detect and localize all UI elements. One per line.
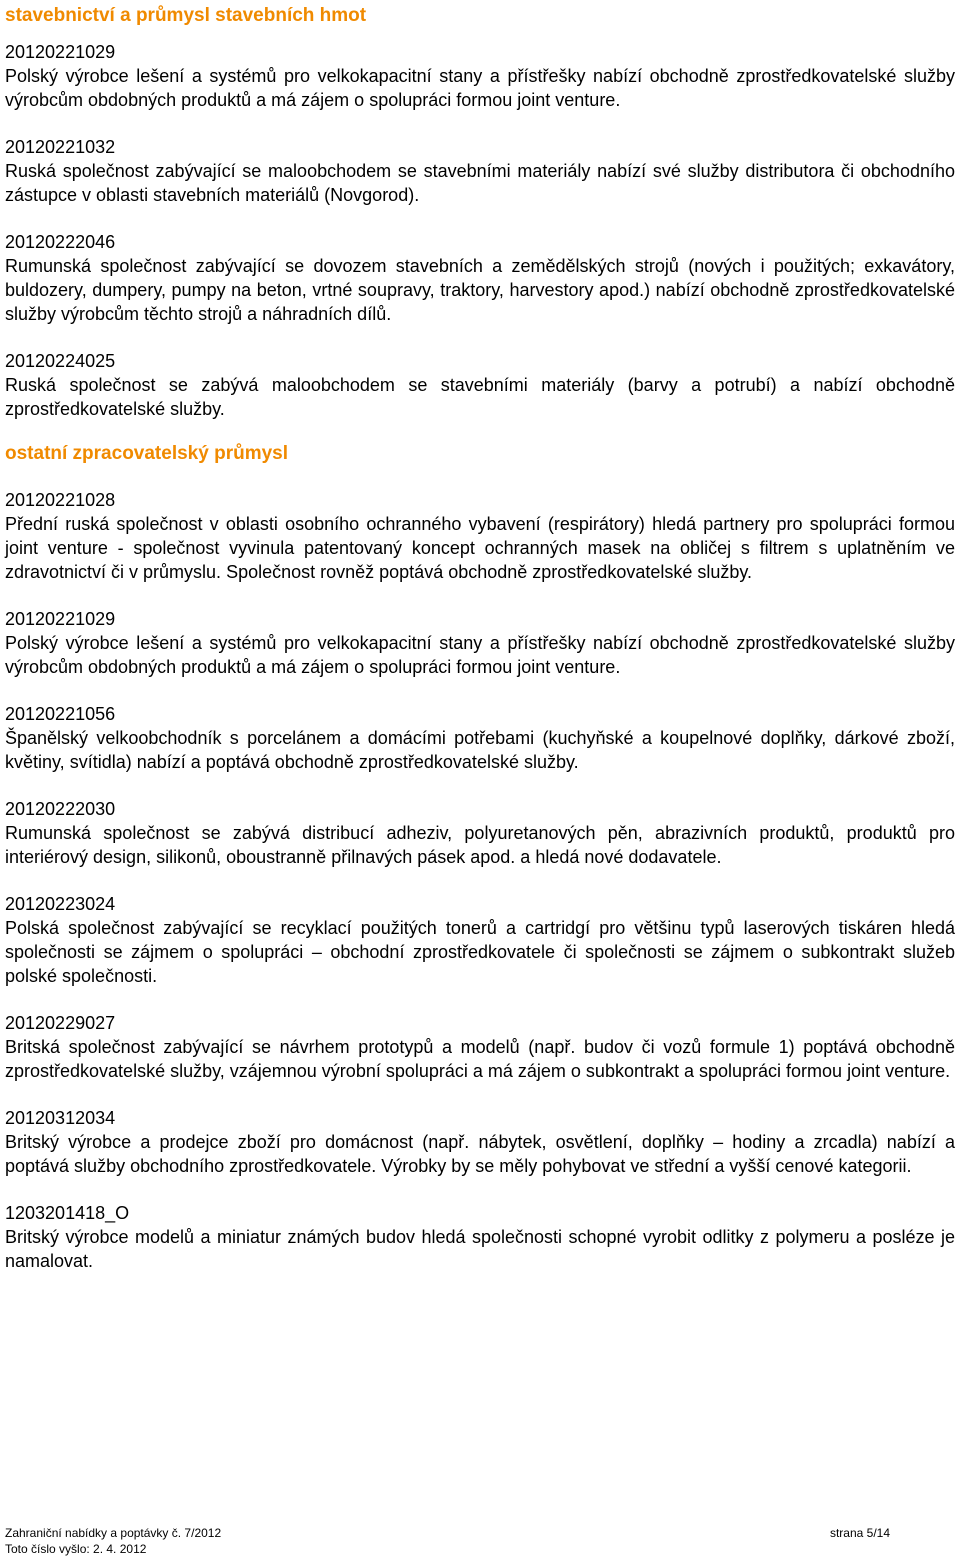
entry-text: Britský výrobce modelů a miniatur známých budov hledá společnosti schopné vyrobit odlitky z polymeru a posléze je namalovat. [5, 1227, 955, 1271]
section-heading: ostatní zpracovatelský průmysl [5, 443, 288, 464]
entry-code: 20120224025 [5, 351, 116, 371]
list-item [5, 135, 955, 207]
entry-code: 20120222030 [5, 799, 116, 819]
entry-text: Britský výrobce a prodejce zboží pro domácnost (např. nábytek, osvětlení, doplňky – hodiny a zrcadla) nabízí a poptává služby obchodního zprostředkovatele. Výrobky by se měly pohybovat ve střední a vyšší cenové kategorii. [5, 1132, 955, 1176]
list-item [5, 892, 955, 988]
entry-text: Polský výrobce lešení a systémů pro velkokapacitní stany a přístřešky nabízí obchodně zprostředkovatelské služby výrobcům obdobných produktů a má zájem o spolupráci formou joint venture. [5, 66, 955, 110]
entry-code: 20120229027 [5, 1013, 116, 1033]
entry-code: 20120222046 [5, 232, 116, 252]
entry-code: 20120221029 [5, 609, 116, 629]
entry-text: Polská společnost zabývající se recyklací použitých tonerů a cartridgí pro většinu typů laserových tiskáren hledá společnosti se zájmem o spolupráci – obchodní zprostředkovatele či společnosti se zájmem o subkontrakt služeb polské společnosti. [5, 918, 955, 986]
footer-row [5, 1525, 890, 1541]
entry-text: Španělský velkoobchodník s porcelánem a domácími potřebami (kuchyňské a koupelnové doplňky, dárkové zboží, květiny, svítidla) nabízí a poptává obchodně zprostředkovatelské služby. [5, 728, 955, 772]
footer-page-number: strana 5/14 [829, 1526, 890, 1540]
list-item [5, 797, 955, 869]
list-item [5, 349, 955, 421]
list-item [5, 1201, 955, 1273]
document-body [5, 0, 955, 1273]
list-item [5, 1106, 955, 1178]
entry-code: 1203201418_O [5, 1203, 130, 1223]
entry-text: Polský výrobce lešení a systémů pro velkokapacitní stany a přístřešky nabízí obchodně zprostředkovatelské služby výrobcům obdobných produktů a má zájem o spolupráci formou joint venture. [5, 633, 955, 677]
entry-text: Britská společnost zabývající se návrhem prototypů a modelů (např. budov či vozů formule 1) poptává obchodně zprostředkovatelské služby, vzájemnou výrobní spolupráci a má zájem o subkontrakt a spolupráci formou joint venture. [5, 1037, 955, 1081]
list-item [5, 1011, 955, 1083]
entry-code: 20120221029 [5, 42, 116, 62]
list-item [5, 702, 955, 774]
footer-publication: Zahraniční nabídky a poptávky č. 7/2012 [5, 1526, 222, 1540]
footer-issued-date: Toto číslo vyšlo: 2. 4. 2012 [5, 1542, 147, 1556]
list-item [5, 488, 955, 584]
entry-text: Ruská společnost zabývající se maloobchodem se stavebními materiály nabízí své služby distributora či obchodního zástupce v oblasti stavebních materiálů (Novgorod). [5, 161, 955, 205]
list-item [5, 230, 955, 326]
page-footer [5, 1525, 890, 1557]
entry-text: Přední ruská společnost v oblasti osobního ochranného vybavení (respirátory) hledá partnery pro spolupráci formou joint venture - společnost vyvinula patentovaný koncept ochranných masek na obličej s filtrem s uplatněním ve zdravotnictví či v průmyslu. Společnost rovněž poptává obchodně zprostředkovatelské služby. [5, 514, 955, 582]
entry-code: 20120221056 [5, 704, 116, 724]
list-item [5, 607, 955, 679]
list-item [5, 40, 955, 112]
entry-text: Rumunská společnost zabývající se dovozem stavebních a zemědělských strojů (nových i použitých; exkavátory, buldozery, dumpery, pumpy na beton, vrtné soupravy, traktory, harvestory apod.) nabízí obchodně zprostředkovatelské služby výrobcům těchto strojů a náhradních dílů. [5, 256, 955, 324]
section-heading: stavebnictví a průmysl stavebních hmot [5, 5, 367, 26]
entry-code: 20120312034 [5, 1108, 116, 1128]
entry-code: 20120221032 [5, 137, 116, 157]
entry-text: Ruská společnost se zabývá maloobchodem se stavebními materiály (barvy a potrubí) a nabízí obchodně zprostředkovatelské služby. [5, 375, 955, 419]
entry-code: 20120221028 [5, 490, 116, 510]
entry-code: 20120223024 [5, 894, 116, 914]
entry-text: Rumunská společnost se zabývá distribucí adheziv, polyuretanových pěn, abrazivních produktů, produktů pro interiérový design, silikonů, oboustranně přilnavých pásek apod. a hledá nové dodavatele. [5, 823, 955, 867]
